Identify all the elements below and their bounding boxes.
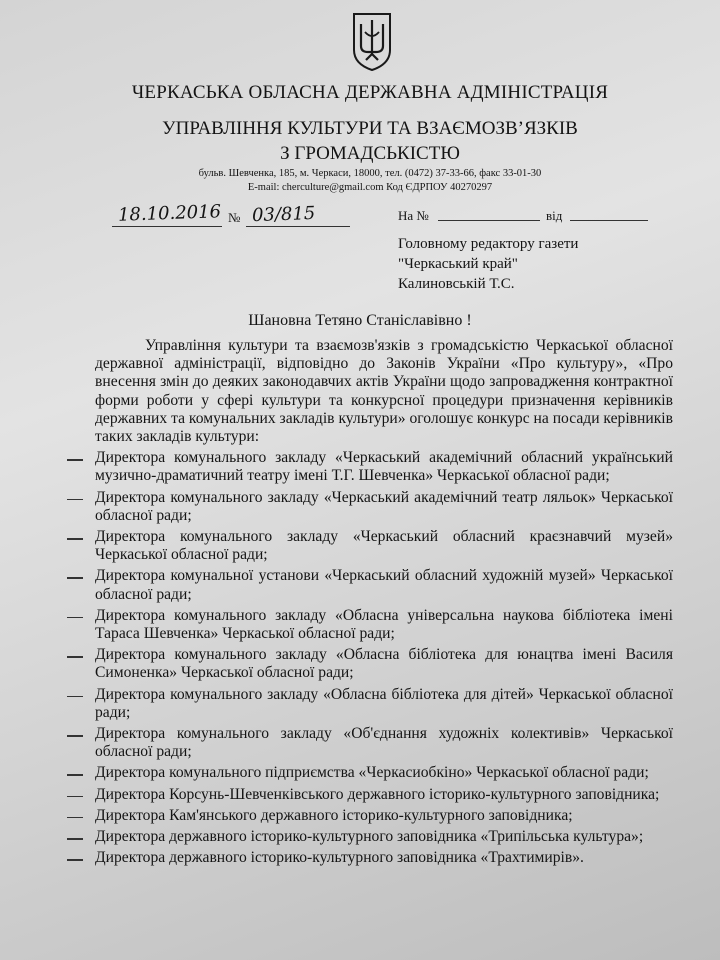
org-name-line1: УПРАВЛІННЯ КУЛЬТУРИ ТА ВЗАЄМОЗВ’ЯЗКІВ: [162, 118, 578, 139]
list-item: Директора державного історико-культурного заповідника «Трипільська культура»;: [95, 828, 673, 846]
dash-mark: [67, 796, 83, 798]
reference-number-label: На №: [398, 208, 429, 223]
intro-paragraph: Управління культури та взаємозв'язків з громадськістю Черкаської обласної державної адміністрації, відповідно до Законів України «Про культуру», «Про внесення змін до деяких законодавчих актів України щодо запровадження контрактної форми роботи у сфері культури та конкурсної процедури призначення керівників державних та комунальних закладів культури» оголошує конкурс на посади керівників таких закладів культури:: [95, 337, 673, 446]
list-item: Директора комунального закладу «Черкаський академічний театр ляльок» Черкаської обласної ради;: [95, 489, 673, 525]
org-address-block: [150, 167, 590, 195]
dash-mark: [67, 499, 83, 501]
recipient-line: "Черкаський край": [398, 256, 518, 272]
recipient-line: Калиновській Т.С.: [398, 276, 515, 292]
list-item: Директора комунального закладу «Черкаський академічний обласний український музично-драматичний театру імені Т.Г. Шевченка» Черкаської обласної ради;: [95, 449, 673, 485]
dash-mark: [67, 656, 83, 658]
reference-number-line: [438, 220, 540, 221]
list-item: Директора комунального закладу «Обласна бібліотека для юнацтва імені Василя Симоненка» Черкаської обласної ради;: [95, 646, 673, 682]
reference-date-label: від: [546, 208, 563, 223]
org-address: бульв. Шевченка, 185, м. Черкаси, 18000, тел. (0472) 37-33-66, факс 33-01-30: [198, 168, 542, 179]
list-item: Директора комунальної установи «Черкаський обласний художній музей» Черкаської обласної ради;: [95, 567, 673, 603]
list-item: Директора державного історико-культурного заповідника «Трахтимирів».: [95, 849, 673, 867]
handwritten-number: 03/815: [251, 202, 316, 227]
dash-mark: [67, 538, 83, 540]
list-item: Директора комунального закладу «Об'єднання художніх колективів» Черкаської обласної ради;: [95, 725, 673, 761]
org-name-line2: З ГРОМАДСЬКІСТЮ: [280, 143, 460, 164]
dash-mark: [67, 774, 83, 776]
recipient-line: Головному редактору газети: [398, 236, 579, 252]
handwritten-date: 18.10.2016: [117, 201, 222, 226]
dash-mark: [67, 617, 83, 619]
dash-mark: [67, 817, 83, 819]
number-underline: [246, 226, 350, 227]
salutation: Шановна Тетяно Станіславівно !: [248, 312, 472, 329]
list-item: Директора комунального закладу «Черкаський обласний краєзнавчий музей» Черкаської обласної ради;: [95, 528, 673, 564]
list-item: Директора комунального підприємства «Черкасиобкіно» Черкаської обласної ради;: [95, 764, 673, 782]
date-underline: [112, 226, 222, 227]
trident-coat-of-arms-icon: [350, 10, 394, 72]
dash-mark: [67, 735, 83, 737]
recipient-block: [398, 234, 578, 294]
org-name-department: [150, 116, 590, 166]
dash-mark: [67, 838, 83, 840]
dash-mark: [67, 859, 83, 861]
dash-mark: [67, 696, 83, 698]
number-label: №: [228, 210, 241, 225]
reference-date-line: [570, 220, 648, 221]
list-item: Директора Кам'янського державного історико-культурного заповідника;: [95, 807, 673, 825]
org-name-regional-administration: ЧЕРКАСЬКА ОБЛАСНА ДЕРЖАВНА АДМІНІСТРАЦІЯ: [131, 82, 609, 103]
list-item: Директора комунального закладу «Обласна універсальна наукова бібліотека імені Тараса Шевченка» Черкаської обласної ради;: [95, 607, 673, 643]
letter-body: [95, 337, 673, 867]
dash-mark: [67, 459, 83, 461]
list-item: Директора Корсунь-Шевченківського державного історико-культурного заповідника;: [95, 786, 673, 804]
org-contacts: E-mail: cherculture@gmail.com Код ЄДРПОУ 40270297: [247, 182, 493, 193]
dash-mark: [67, 577, 83, 579]
list-item: Директора комунального закладу «Обласна бібліотека для дітей» Черкаської обласної ради;: [95, 686, 673, 722]
